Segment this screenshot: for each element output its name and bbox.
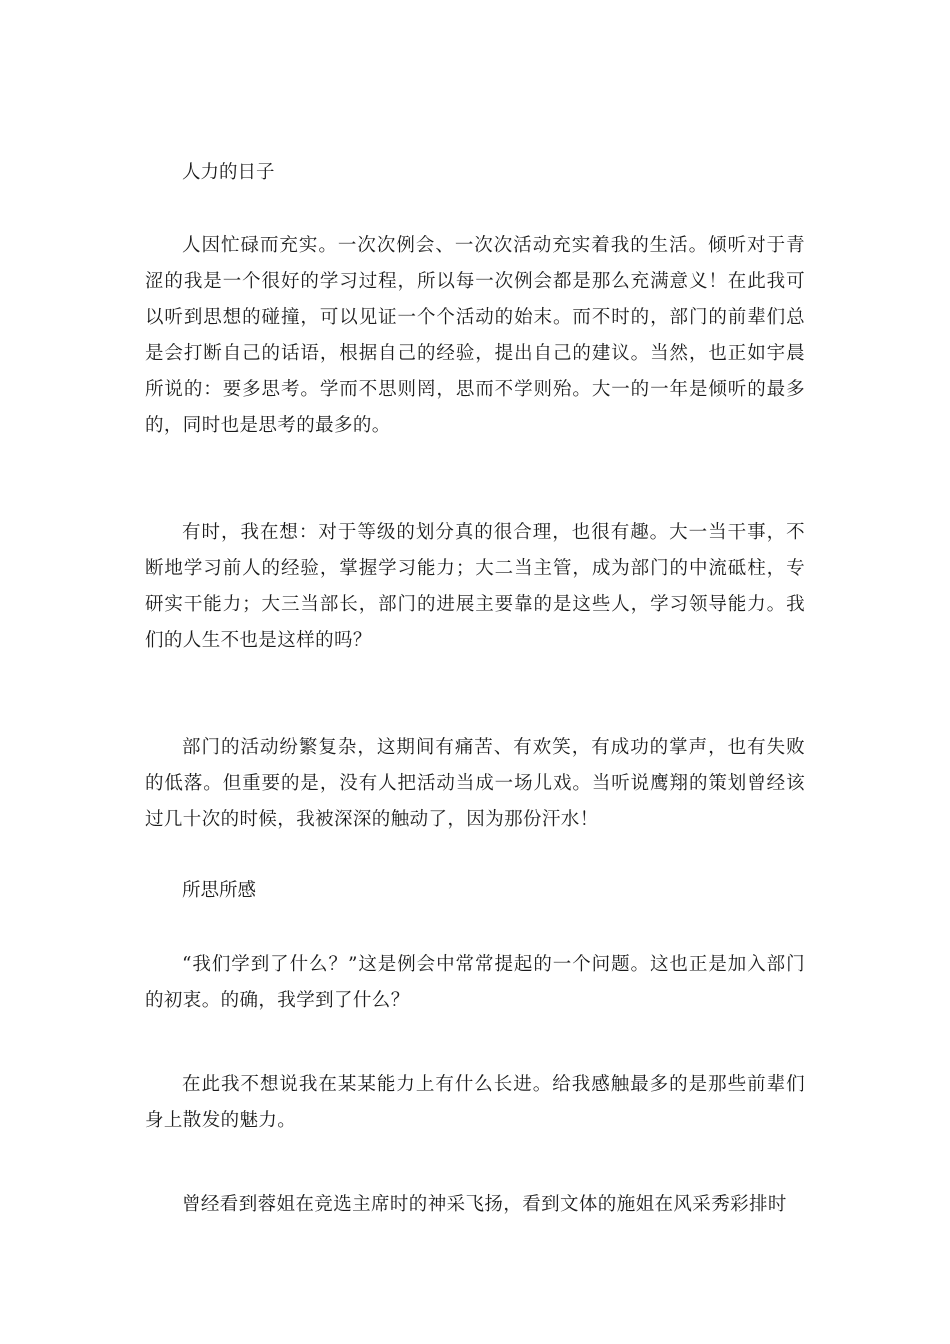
paragraph-memories: 曾经看到蓉姐在竞选主席时的神采飞扬，看到文体的施姐在风采秀彩排时 bbox=[182, 1194, 787, 1215]
paragraph-charm: 在此我不想说我在某某能力上有什么长进。给我感触最多的是那些前辈们身上散发的魅力。 bbox=[145, 1074, 805, 1131]
paragraph-activities: 部门的活动纷繁复杂，这期间有痛苦、有欢笑，有成功的掌声，也有失败的低落。但重要的是，没有人把活动当成一场儿戏。当听说鹰翔的策划曾经该过几十次的时候，我被深深的触动了，因为那份汗水！ bbox=[145, 737, 805, 830]
section-heading-hr-days: 人力的日子 bbox=[182, 162, 275, 183]
section-heading-thoughts: 所思所感 bbox=[182, 880, 257, 901]
paragraph-levels: 有时，我在想：对于等级的划分真的很合理，也很有趣。大一当干事，不断地学习前人的经验，掌握学习能力；大二当主管，成为部门的中流砥柱，专研实干能力；大三当部长，部门的进展主要靠的是这些人，学习领导能力。我们的人生不也是这样的吗？ bbox=[145, 522, 805, 651]
paragraph-busy-life: 人因忙碌而充实。一次次例会、一次次活动充实着我的生活。倾听对于青涩的我是一个很好的学习过程，所以每一次例会都是那么充满意义！在此我可以听到思想的碰撞，可以见证一个个活动的始末。而不时的，部门的前辈们总是会打断自己的话语，根据自己的经验，提出自己的建议。当然，也正如宇晨所说的：要多思考。学而不思则罔，思而不学则殆。大一的一年是倾听的最多的，同时也是思考的最多的。 bbox=[145, 235, 805, 436]
paragraph-what-learned: “我们学到了什么？”这是例会中常常提起的一个问题。这也正是加入部门的初衷。的确，我学到了什么？ bbox=[145, 954, 805, 1011]
